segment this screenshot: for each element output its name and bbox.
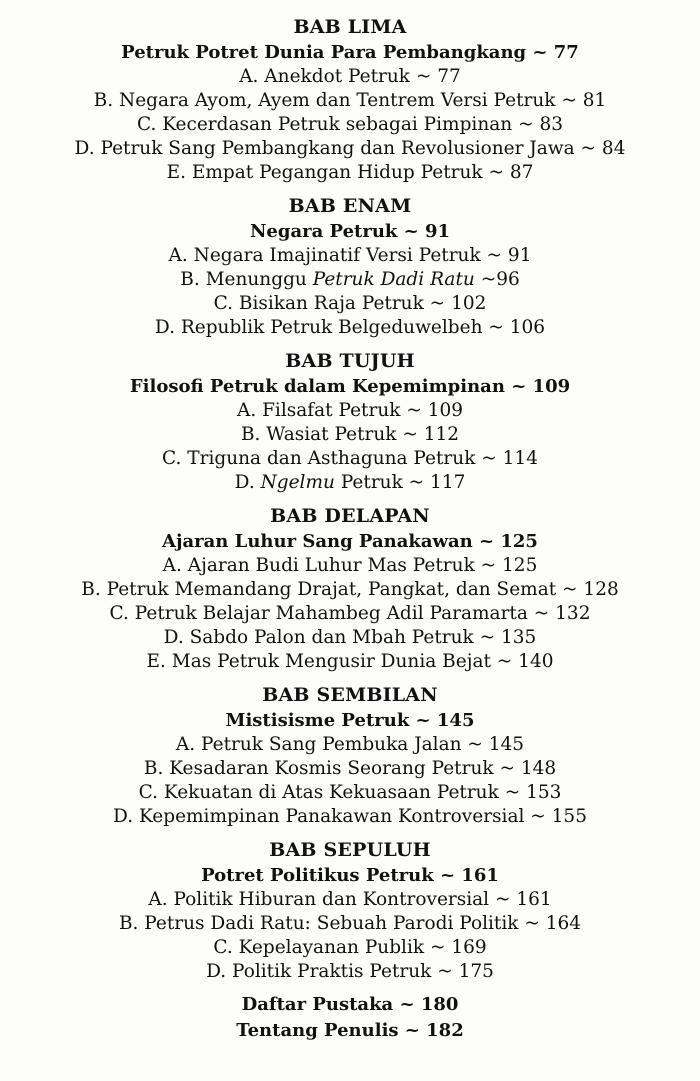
- toc-entry: A. Filsafat Petruk ~ 109: [236, 400, 464, 421]
- chapter-heading: BAB LIMA: [293, 16, 407, 38]
- chapter-sepuluh: [0, 837, 700, 984]
- toc-entry: A. Negara Imajinatif Versi Petruk ~ 91: [168, 245, 532, 266]
- toc-entry: E. Empat Pegangan Hidup Petruk ~ 87: [166, 162, 534, 183]
- toc-entry: A. Politik Hiburan dan Kontroversial ~ 161: [148, 889, 552, 910]
- chapter-title: Mistisisme Petruk ~ 145: [225, 710, 475, 731]
- toc-entry: E. Mas Petruk Mengusir Dunia Bejat ~ 140: [146, 651, 554, 672]
- toc-entry: C. Kekuatan di Atas Kekuasaan Petruk ~ 153: [138, 782, 562, 803]
- toc-entry: C. Bisikan Raja Petruk ~ 102: [213, 293, 487, 314]
- toc-entry: A. Anekdot Petruk ~ 77: [239, 66, 461, 87]
- about-author-entry: Tentang Penulis ~ 182: [236, 1020, 464, 1041]
- italic-phrase: Petruk Dadi Ratu: [312, 269, 475, 290]
- chapter-tujuh: [0, 348, 700, 495]
- chapter-heading: BAB TUJUH: [285, 350, 415, 372]
- toc-entry: D. Sabdo Palon dan Mbah Petruk ~ 135: [163, 627, 537, 648]
- toc-entry: B. Petruk Memandang Drajat, Pangkat, dan Semat ~ 128: [81, 579, 619, 600]
- back-matter: [0, 992, 700, 1044]
- chapter-delapan: [0, 503, 700, 674]
- chapter-title: Ajaran Luhur Sang Panakawan ~ 125: [162, 531, 538, 552]
- chapter-heading: BAB DELAPAN: [270, 505, 430, 527]
- toc-entry: B. Kesadaran Kosmis Seorang Petruk ~ 148: [143, 758, 557, 779]
- toc-entry: D. Kepemimpinan Panakawan Kontroversial ~ 155: [113, 806, 587, 827]
- toc-entry: A. Ajaran Budi Luhur Mas Petruk ~ 125: [162, 555, 538, 576]
- chapter-title: Petruk Potret Dunia Para Pembangkang ~ 77: [121, 42, 579, 63]
- chapter-heading: BAB SEPULUH: [269, 839, 431, 861]
- toc-entry: A. Petruk Sang Pembuka Jalan ~ 145: [175, 734, 525, 755]
- toc-entry: B. Menunggu Petruk Dadi Ratu ~96: [180, 269, 520, 290]
- toc-entry: D. Ngelmu Petruk ~ 117: [234, 472, 466, 493]
- toc-entry: D. Republik Petruk Belgeduwelbeh ~ 106: [154, 317, 546, 338]
- toc-entry: C. Petruk Belajar Mahambeg Adil Paramarta ~ 132: [109, 603, 591, 624]
- chapter-title: Negara Petruk ~ 91: [249, 221, 451, 242]
- chapter-heading: BAB SEMBILAN: [262, 684, 438, 706]
- toc-entry: B. Wasiat Petruk ~ 112: [240, 424, 460, 445]
- chapter-title: Filosofi Petruk dalam Kepemimpinan ~ 109: [129, 376, 571, 397]
- chapter-enam: [0, 193, 700, 340]
- toc-entry: B. Negara Ayom, Ayem dan Tentrem Versi Petruk ~ 81: [93, 90, 607, 111]
- italic-phrase: Ngelmu: [260, 472, 335, 493]
- chapter-sembilan: [0, 682, 700, 829]
- toc-entry: B. Petrus Dadi Ratu: Sebuah Parodi Politik ~ 164: [118, 913, 582, 934]
- toc-entry: C. Kepelayanan Publik ~ 169: [213, 937, 487, 958]
- toc-entry: D. Petruk Sang Pembangkang dan Revolusioner Jawa ~ 84: [74, 138, 626, 159]
- bibliography-entry: Daftar Pustaka ~ 180: [241, 994, 459, 1015]
- toc-entry: C. Triguna dan Asthaguna Petruk ~ 114: [162, 448, 538, 469]
- toc-entry: D. Politik Praktis Petruk ~ 175: [206, 961, 494, 982]
- table-of-contents: [0, 14, 700, 1044]
- toc-entry: C. Kecerdasan Petruk sebagai Pimpinan ~ 83: [136, 114, 564, 135]
- chapter-heading: BAB ENAM: [288, 195, 412, 217]
- chapter-lima: [0, 14, 700, 185]
- chapter-title: Potret Politikus Petruk ~ 161: [201, 865, 499, 886]
